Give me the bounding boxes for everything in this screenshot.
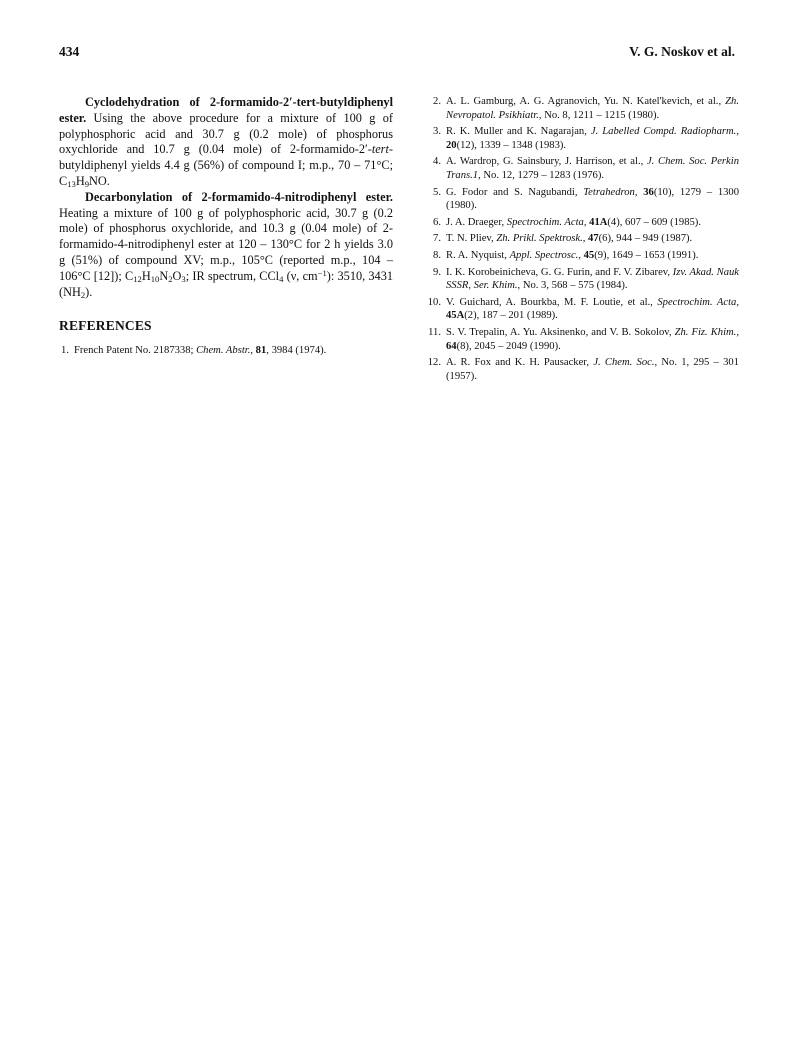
body-text: ; IR spectrum, CCl [185,268,280,283]
reference-text [446,125,739,152]
ref-journal: Zh. Fiz. Khim. [674,326,737,338]
reference-number: 7. [433,233,441,245]
reference-item [423,186,739,213]
subscript: 2 [168,273,173,284]
formula-part: H [141,268,151,283]
ref-authors: J. A. Draeger, [446,216,507,228]
reference-text [446,216,739,230]
ref-sep: , [736,126,739,138]
reference-item [423,249,739,263]
ref-pages: (2), 187 – 201 (1989). [464,310,558,322]
ref-volume: 45A [446,310,465,322]
ref-authors: S. V. Trepalin, A. Yu. Aksinenko, and V. B. Sokolov, [446,326,675,338]
superscript: −1 [317,267,327,278]
reference-item [423,296,739,323]
ref-sep: , [736,326,739,338]
subscript: 13 [67,178,76,189]
body-text: -butyldiphenyl yields 4.4 g (56%) of compound I; m.p., 70 – 71°C; C [59,142,393,188]
formula-part: NO. [89,173,110,188]
reference-text [446,266,739,293]
reference-text [446,186,739,213]
ref-pages: (10), 1279 – 1300 (1980). [446,186,740,212]
reference-number: 8. [433,249,441,261]
formula-part: N [159,268,169,283]
ref-authors: R. A. Nyquist, [446,249,510,261]
body-text: Heating a mixture of 100 g of polyphosphoric acid, 30.7 g (0.2 mole) of phosphorus oxychloride, and 10.3 g (0.04 mole) of 2-formamido-4-nitrodiphenyl ester at 120 – 130°C for 2 h yields 3.0 g (51%) of compound XV; m.p., 105°C (reported m.p., 104 – 106°C [12]); C [59,205,393,283]
ref-sep: , No. 3, 568 – 575 (1984). [517,280,628,292]
reference-number: 5. [433,186,441,198]
ref-pages: , 3984 (1974). [266,345,327,357]
references-heading: REFERENCES [59,318,152,334]
ref-sep: , No. 1, 295 – 301 (1957). [446,357,739,382]
subscript: 4 [279,273,284,284]
ref-pages: (8), 2045 – 2049 (1990). [456,340,561,352]
body-text: ): 3510, 3431 (NH [59,268,394,299]
reference-number: 3. [433,126,441,138]
reference-number: 10. [427,296,441,308]
ref-journal: J. Labelled Compd. Radiopharm. [590,126,737,138]
reference-text [446,155,739,182]
reference-number: 2. [433,96,441,107]
ref-journal: Zh. Prikl. Spektrosk. [496,233,583,245]
reference-text [446,232,739,246]
ref-journal: Chem. Abstr. [196,345,251,357]
ref-pages: (6), 944 – 949 (1987). [598,233,693,245]
section-title: Cyclodehydration of 2-formamido-2′-tert-butyldiphenyl ester. [59,95,393,125]
ref-journal: J. Chem. Soc. Perkin Trans.1 [446,156,740,181]
ref-authors: A. Wardrop, G. Sainsbury, J. Harrison, et al., [446,156,647,168]
paragraph-decarbonylation [59,190,393,301]
ref-authors: French Patent No. 2187338; [74,345,197,357]
ref-sep: , [634,186,644,198]
body-text: ). [85,284,93,299]
ref-volume: 20 [446,139,457,151]
ref-sep: , No. 8, 1211 – 1215 (1980). [538,109,660,121]
ref-volume: 81 [255,345,267,357]
reference-item [423,356,739,383]
reference-number: 12. [427,357,441,369]
ref-authors: V. Guichard, A. Bourkba, M. F. Loutie, et al., [446,296,658,308]
ref-sep: , [736,296,739,308]
ref-sep: , [578,249,584,261]
reference-item [423,125,739,152]
ref-journal: Spectrochim. Acta [657,296,737,308]
ref-authors: R. K. Muller and K. Nagarajan, [446,126,591,138]
ref-volume: 45 [583,249,595,261]
ref-journal: J. Chem. Soc. [593,357,655,369]
paragraph-cyclodehydration [59,95,393,190]
ref-sep: , [582,233,589,245]
reference-number: 9. [433,266,441,278]
ref-sep: , [250,345,256,357]
reference-item [423,155,739,182]
reference-item [423,216,739,230]
ref-authors: A. L. Gamburg, A. G. Agranovich, Yu. N. Katel'kevich, et al., [446,96,726,107]
ref-volume: 47 [588,233,599,245]
left-column [59,95,393,361]
formula-part: O [172,268,182,283]
ref-authors: T. N. Pliev, [446,233,497,245]
ref-authors: I. K. Korobeinicheva, G. G. Furin, and F. V. Zibarev, [446,266,673,278]
ref-authors: G. Fodor and S. Nagubandi, [446,186,584,198]
subscript: 12 [133,273,142,284]
reference-item [423,95,739,122]
ref-journal: Zh. Nevropatol. Psikhiatr. [446,96,739,121]
ref-volume: 41A [589,216,608,228]
ref-sep: , [583,216,590,228]
page-header [59,44,735,64]
reference-text [74,344,393,358]
ref-journal: Appl. Spectrosc. [509,249,579,261]
page-number: 434 [59,44,80,59]
subscript: 9 [84,178,90,189]
ref-sep: , No. 12, 1279 – 1283 (1976). [478,169,605,181]
subscript: 10 [150,273,160,284]
reference-item [423,326,739,353]
reference-number: 6. [433,216,441,228]
subscript: 3 [181,273,186,284]
body-text: Using the above procedure for a mixture of 100 g of polyphosphoric acid and 30.7 g (0.2 mole) of phosphorus oxychloride and 10.7 g (0.04 mole) of 2-formamido-2′- [59,110,393,157]
reference-text [446,95,739,122]
reference-text [446,296,739,323]
ref-pages: (9), 1649 – 1653 (1991). [594,249,699,261]
right-column [423,95,739,386]
reference-item [59,344,393,358]
reference-number: 11. [428,326,441,338]
section-title: Decarbonylation of 2-formamido-4-nitrodiphenyl ester. [85,189,393,204]
reference-number: 4. [433,156,441,168]
reference-item [423,232,739,246]
reference-number: 1. [61,345,69,357]
subscript: 2 [80,289,86,300]
ref-pages: (4), 607 – 609 (1985). [607,216,701,228]
reference-text [446,249,739,263]
reference-text [446,326,739,353]
ref-authors: A. R. Fox and K. H. Pausacker, [446,357,594,369]
ref-journal: Spectrochim. Acta [506,216,584,228]
body-text: (ν, cm [283,268,318,283]
ref-journal: Izv. Akad. Nauk SSSR, Ser. Khim. [446,266,739,292]
reference-text [446,356,739,383]
ref-pages: (12), 1339 – 1348 (1983). [456,139,567,151]
ref-volume: 64 [446,340,457,352]
reference-item [423,266,739,293]
body-italic: tert [371,142,389,157]
running-head: V. G. Noskov et al. [629,44,735,59]
formula-part: H [75,173,85,188]
ref-volume: 36 [643,186,654,198]
ref-journal: Tetrahedron [583,186,635,198]
